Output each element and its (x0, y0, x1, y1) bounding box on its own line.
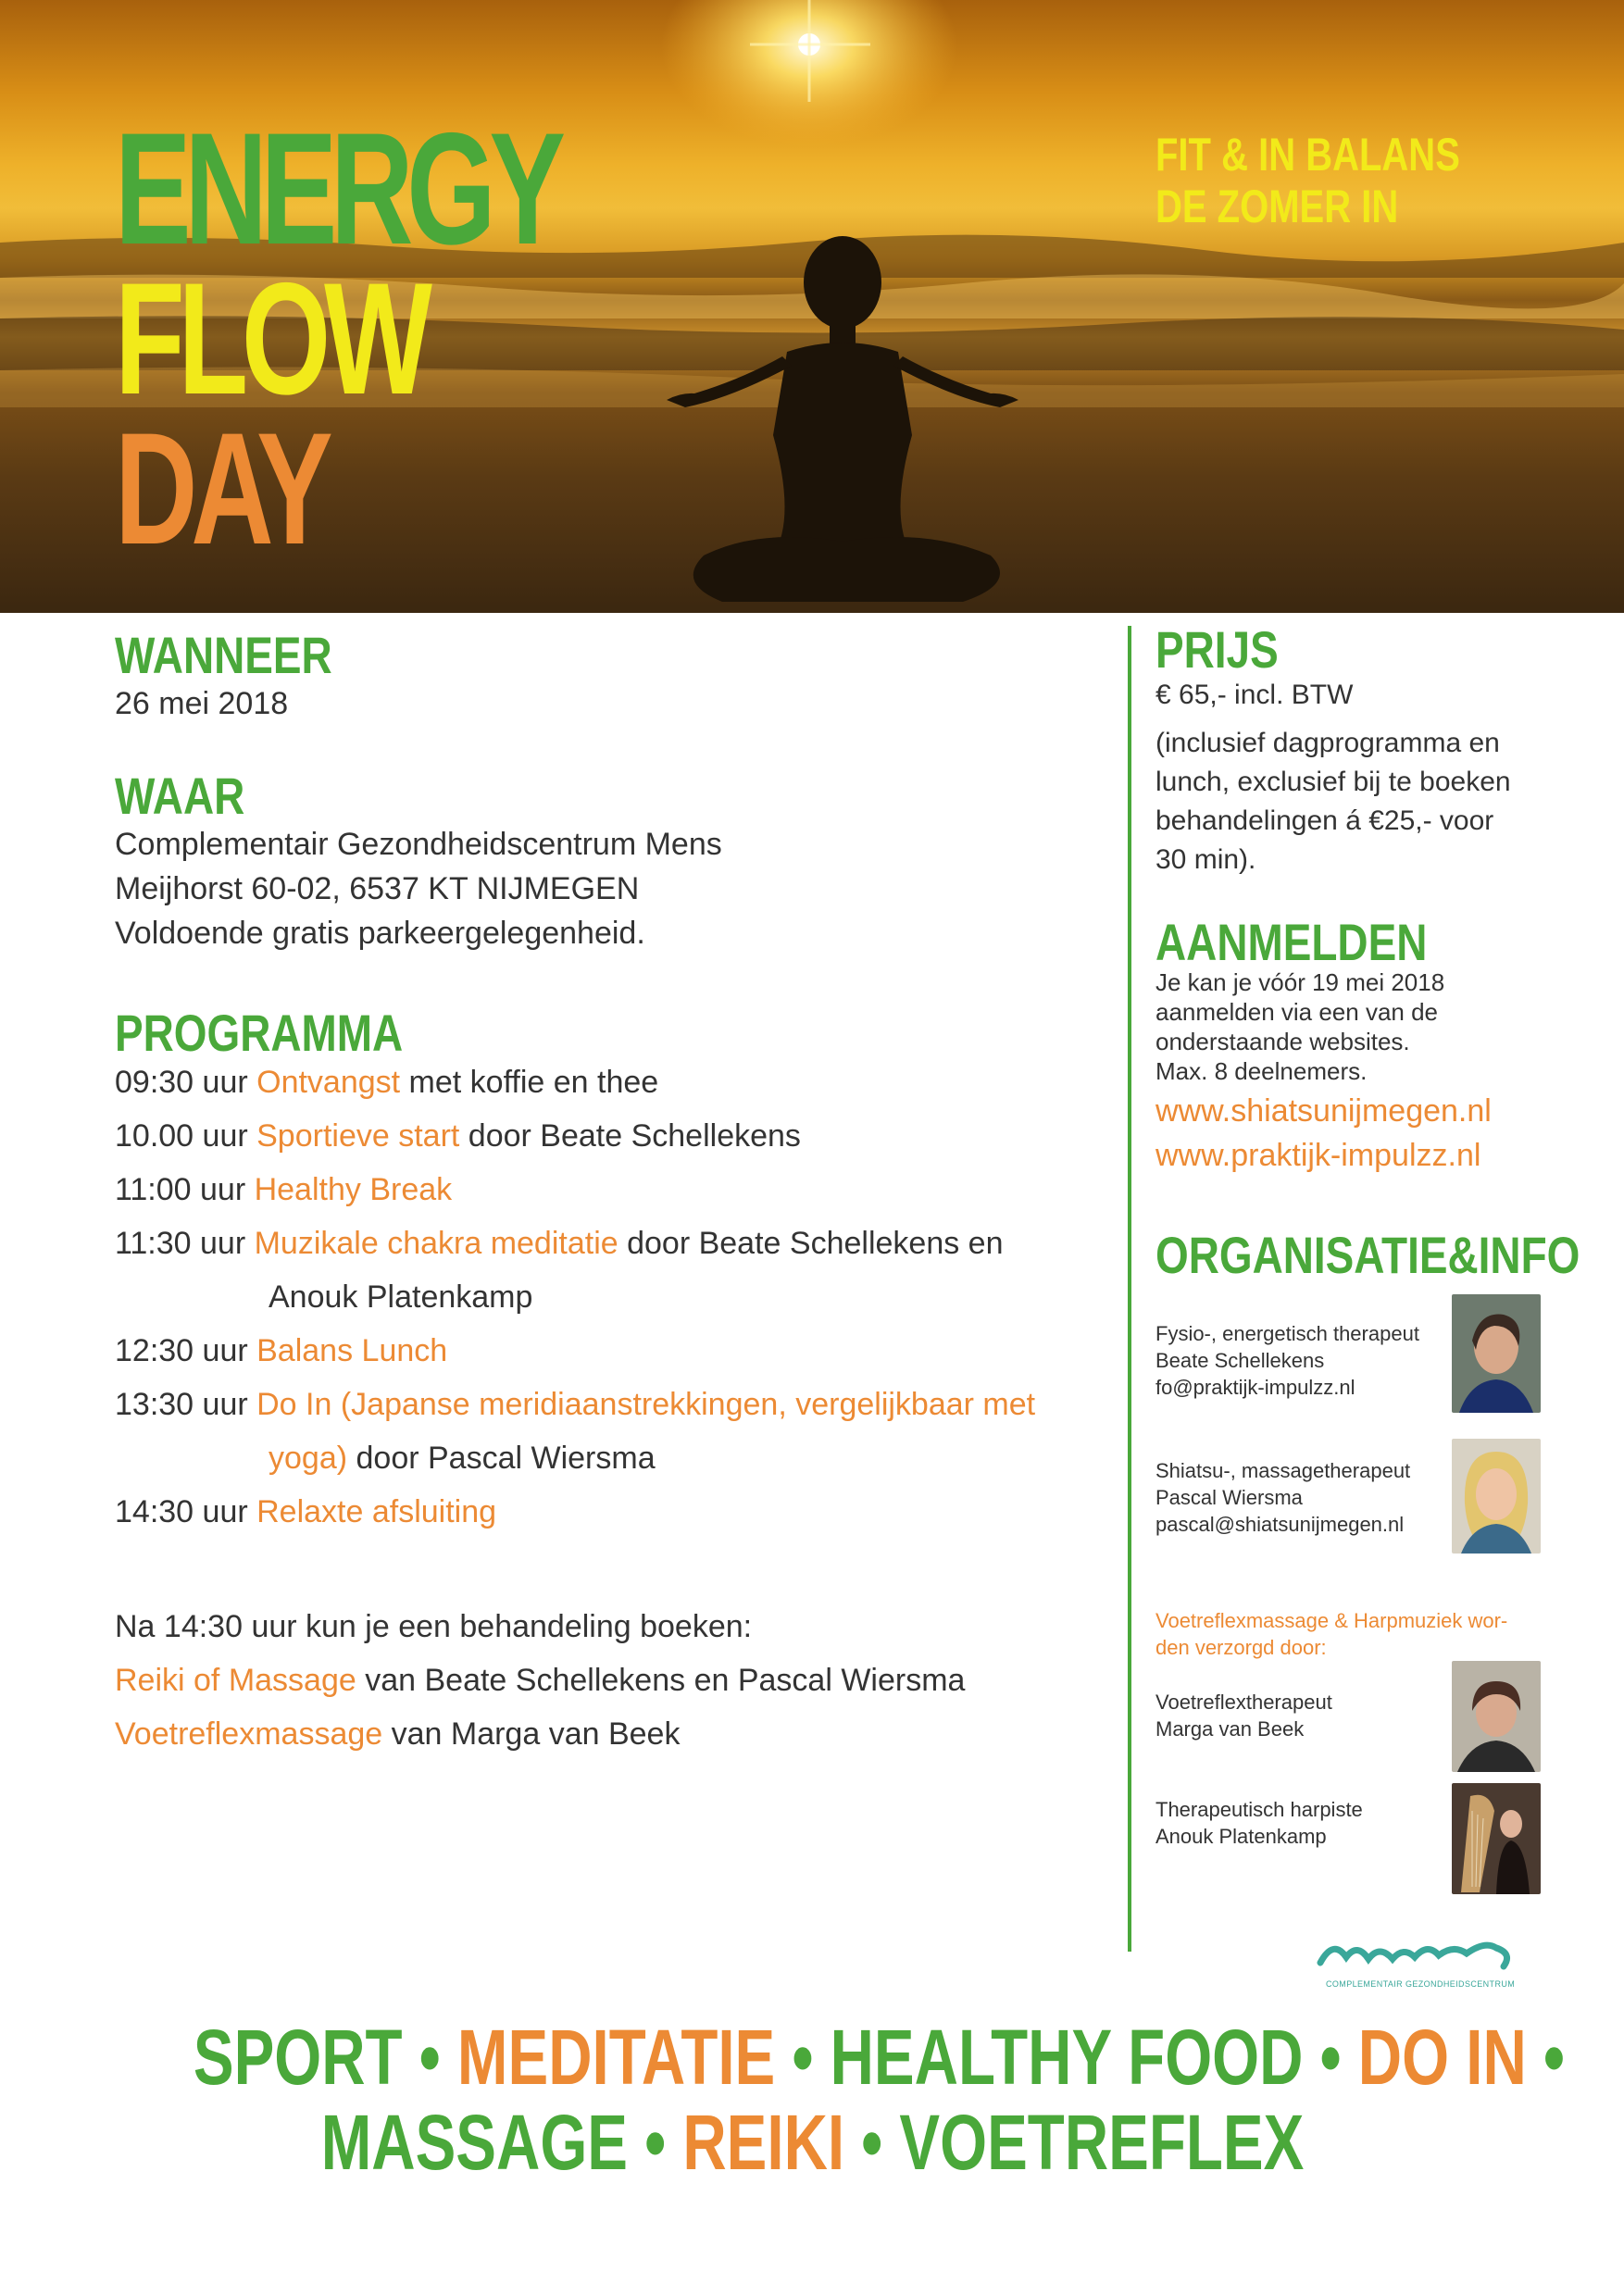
aanmelden-heading: AANMELDEN (1156, 913, 1428, 971)
treatment-intro: Na 14:30 uur kun je een behandeling boeken: (115, 1609, 753, 1644)
footer-keyword: DO IN (1357, 2014, 1527, 2101)
photo-pascal-wiersma (1452, 1439, 1541, 1554)
program-activity: Ontvangst (256, 1065, 401, 1100)
treatment-detail: van Beate Schellekens en Pascal Wiersma (356, 1663, 966, 1698)
treatment-item (115, 1707, 680, 1761)
aanmelden-line: Je kan je vóór 19 mei 2018 (1156, 968, 1445, 996)
program-time: 12:30 uur (115, 1333, 257, 1368)
program-activity: Muzikale chakra meditatie (254, 1226, 618, 1261)
person-email[interactable]: fo@praktijk-impulzz.nl (1156, 1376, 1355, 1399)
title-day: DAY (115, 400, 327, 578)
program-activity: Sportieve start (256, 1118, 460, 1154)
logo-subtitle: COMPLEMENTAIR GEZONDHEIDSCENTRUM (1326, 1979, 1516, 1989)
program-time: 14:30 uur (115, 1494, 257, 1529)
extra-heading: Voetreflexmassage & Harpmuziek wor- (1156, 1609, 1508, 1632)
title-energy: ENERGY (115, 100, 559, 278)
program-detail: met koffie en thee (400, 1065, 659, 1100)
footer-keyword: • VOETREFLEX (843, 2099, 1304, 2186)
aanmelden-line: aanmelden via een van de (1156, 998, 1439, 1026)
column-divider (1128, 626, 1131, 1952)
program-row-continuation (269, 1270, 532, 1324)
tagline-line-1: FIT & IN BALANS (1156, 129, 1460, 181)
person-name: Beate Schellekens (1156, 1349, 1325, 1372)
program-time: 11:30 uur (115, 1226, 255, 1261)
person-role: Fysio-, energetisch therapeut (1156, 1322, 1419, 1345)
program-row (115, 1163, 452, 1217)
aanmelden-line: onderstaande websites. (1156, 1028, 1410, 1055)
website-link-impulzz[interactable]: www.praktijk-impulzz.nl (1156, 1138, 1481, 1173)
program-detail: door Beate Schellekens en (618, 1226, 1004, 1261)
price: € 65,- incl. BTW (1156, 680, 1354, 710)
person-role: Shiatsu-, massagetherapeut (1156, 1459, 1411, 1482)
program-activity: Do In (Japanse meridiaanstrekkingen, vergelijkbaar met (256, 1387, 1036, 1422)
program-row-continuation (269, 1431, 656, 1485)
treatment-detail: van Marga van Beek (382, 1716, 681, 1752)
footer-keyword: SPORT • (193, 2014, 457, 2101)
program-time: 10.00 uur (115, 1118, 257, 1154)
waar-heading: WAAR (115, 767, 245, 825)
footer-line-1 (0, 2015, 1624, 2100)
person-name: Pascal Wiersma (1156, 1486, 1303, 1509)
waar-line: Complementair Gezondheidscentrum Mens (115, 827, 722, 862)
program-activity: Healthy Break (254, 1172, 453, 1207)
hero-banner (0, 0, 1624, 613)
website-link-shiatsu[interactable]: www.shiatsunijmegen.nl (1156, 1093, 1492, 1129)
treatment-item (115, 1653, 965, 1707)
program-activity: yoga) (269, 1441, 348, 1476)
footer-line-2 (0, 2100, 1624, 2185)
program-detail: Anouk Platenkamp (269, 1279, 533, 1315)
wanneer-heading: WANNEER (115, 626, 332, 684)
waar-line: Voldoende gratis parkeergelegenheid. (115, 916, 645, 951)
tagline-line-2: DE ZOMER IN (1156, 181, 1399, 232)
program-detail: door Pascal Wiersma (347, 1441, 656, 1476)
wanneer-date: 26 mei 2018 (115, 686, 289, 721)
footer-keyword: • HEALTHY FOOD • (775, 2014, 1358, 2101)
person-email[interactable]: pascal@shiatsunijmegen.nl (1156, 1513, 1405, 1536)
program-row (115, 1324, 447, 1378)
treatment-name: Voetreflexmassage (115, 1716, 383, 1752)
person-role: Therapeutisch harpiste (1156, 1798, 1363, 1821)
price-note: (inclusief dagprogramma en (1156, 728, 1500, 758)
person-name: Marga van Beek (1156, 1717, 1305, 1741)
program-detail: door Beate Schellekens (459, 1118, 801, 1154)
photo-marga-van-beek (1452, 1661, 1541, 1772)
person-role: Voetreflextherapeut (1156, 1691, 1332, 1714)
program-time: 09:30 uur (115, 1065, 257, 1100)
program-row (115, 1217, 1004, 1270)
program-activity: Balans Lunch (256, 1333, 448, 1368)
program-row (115, 1378, 1035, 1431)
program-row (115, 1485, 496, 1539)
footer-keyword: MASSAGE • (320, 2099, 682, 2186)
extra-heading: den verzorgd door: (1156, 1636, 1327, 1659)
photo-anouk-platenkamp (1452, 1783, 1541, 1894)
photo-beate-schellekens (1452, 1294, 1541, 1413)
program-time: 11:00 uur (115, 1172, 255, 1207)
program-time: 13:30 uur (115, 1387, 257, 1422)
program-row (115, 1055, 658, 1109)
person-name: Anouk Platenkamp (1156, 1825, 1327, 1848)
mens-logo (1315, 1926, 1528, 2000)
price-note: behandelingen á €25,- voor (1156, 805, 1494, 836)
program-activity: Relaxte afsluiting (256, 1494, 497, 1529)
price-note: lunch, exclusief bij te boeken (1156, 767, 1511, 797)
program-row (115, 1109, 801, 1163)
aanmelden-line: Max. 8 deelnemers. (1156, 1057, 1368, 1085)
price-note: 30 min). (1156, 844, 1256, 875)
footer-keyword: REIKI (681, 2099, 844, 2186)
organisatie-heading: ORGANISATIE&INFO (1156, 1226, 1580, 1284)
prijs-heading: PRIJS (1156, 620, 1279, 679)
footer-keyword: MEDITATIE (456, 2014, 776, 2101)
waar-line: Meijhorst 60-02, 6537 KT NIJMEGEN (115, 871, 640, 906)
programma-heading: PROGRAMMA (115, 1004, 404, 1062)
title-flow: FLOW (115, 250, 426, 428)
treatment-name: Reiki of Massage (115, 1663, 356, 1698)
footer-keyword: • (1526, 2014, 1565, 2101)
